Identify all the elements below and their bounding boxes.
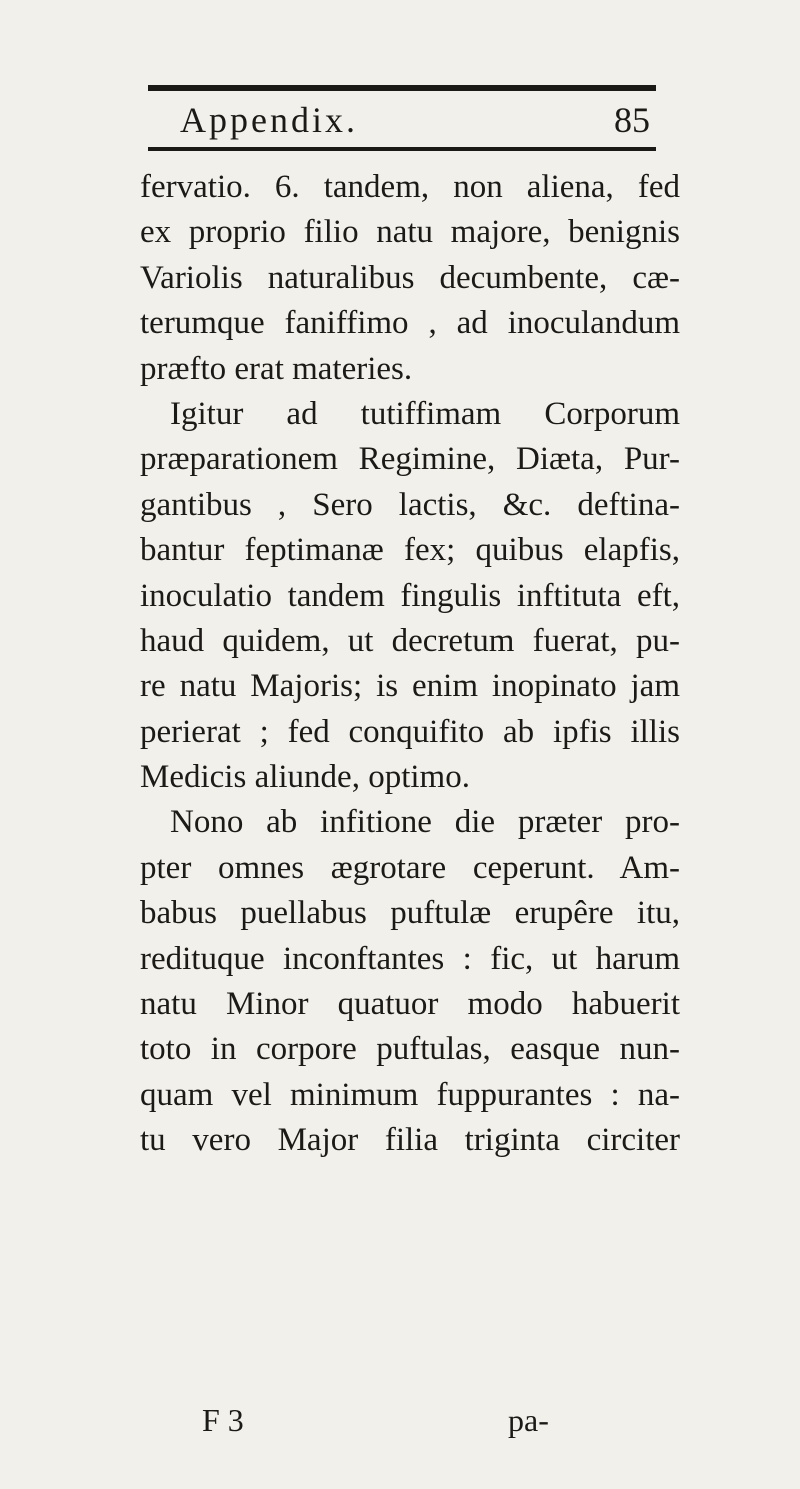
- header-rule-bottom: [148, 147, 656, 151]
- text-line: terumque faniffimo , ad inoculandum: [140, 305, 680, 342]
- text-line: Nono ab infitione die præter pro-: [170, 804, 680, 841]
- text-line: quam vel minimum fuppurantes : na-: [140, 1076, 680, 1113]
- text-line: fervatio. 6. tandem, non aliena, fed: [140, 169, 680, 205]
- text-line: bantur feptimanæ fex; quibus elapfis,: [140, 532, 680, 569]
- body-text: [140, 165, 680, 1164]
- text-line: perierat ; fed conquifito ab ipfis illis: [140, 713, 680, 750]
- text-line: tu vero Major filia triginta circiter: [140, 1122, 680, 1159]
- text-line: Medicis aliunde, optimo.: [140, 759, 470, 796]
- signature-mark: F 3: [202, 1402, 244, 1438]
- catchword: pa-: [508, 1402, 549, 1438]
- text-line: pter omnes ægrotare ceperunt. Am-: [140, 849, 680, 886]
- text-line: præfto erat materies.: [140, 350, 413, 387]
- running-title: Appendix.: [180, 100, 358, 140]
- text-line: Igitur ad tutiffimam Corporum: [170, 395, 680, 432]
- header-rule-top: [148, 85, 656, 91]
- text-line: redituque inconftantes : fic, ut harum: [140, 940, 680, 977]
- text-line: ex proprio filio natu majore, benignis: [140, 214, 680, 251]
- page-number: 85: [614, 100, 650, 140]
- text-line: haud quidem, ut decretum fuerat, pu-: [140, 622, 680, 659]
- text-line: gantibus , Sero lactis, &c. deftina-: [140, 486, 680, 523]
- text-line: inoculatio tandem fingulis inftituta eft,: [140, 577, 680, 614]
- text-line: natu Minor quatuor modo habuerit: [140, 986, 680, 1023]
- text-line: babus puellabus puftulæ erupêre itu,: [140, 895, 680, 932]
- page-footer: [140, 1400, 680, 1440]
- running-header: [140, 100, 660, 140]
- text-line: re natu Majoris; is enim inopinato jam: [140, 668, 680, 705]
- text-line: præparationem Regimine, Diæta, Pur-: [140, 441, 680, 478]
- text-line: toto in corpore puftulas, easque nun-: [140, 1031, 680, 1068]
- text-line: Variolis naturalibus decumbente, cæ-: [140, 259, 680, 296]
